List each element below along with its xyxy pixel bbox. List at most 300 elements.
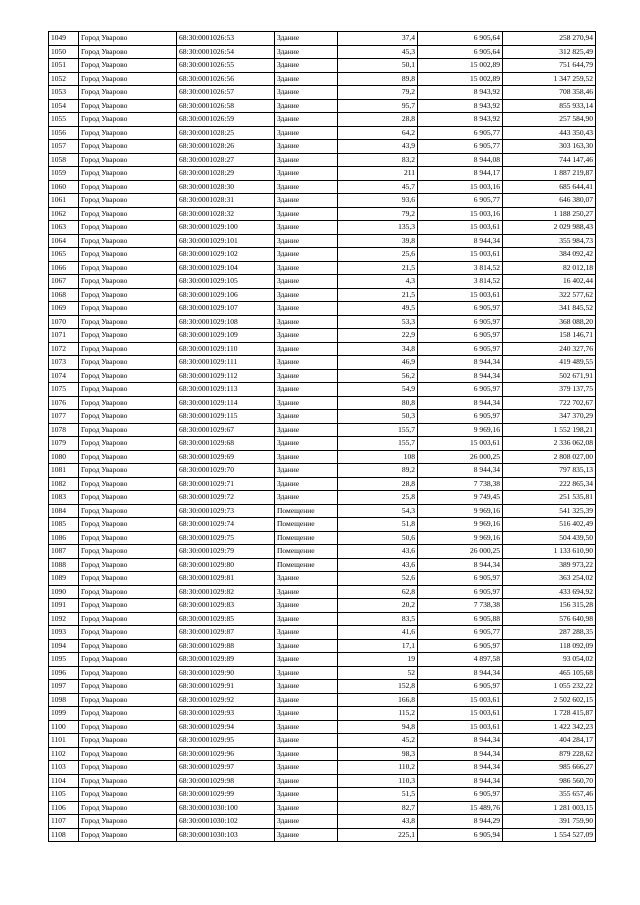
area-cell: 41,6 <box>338 626 418 640</box>
settlement-cell: Город Уварово <box>79 302 177 316</box>
area-cell: 155,7 <box>338 437 418 451</box>
unit-value-cell: 8 943,92 <box>418 86 503 100</box>
unit-value-cell: 6 905,88 <box>418 612 503 626</box>
object-type-cell: Здание <box>275 153 338 167</box>
area-cell: 89,8 <box>338 72 418 86</box>
settlement-cell: Город Уварово <box>79 248 177 262</box>
table-row <box>49 32 596 46</box>
settlement-cell: Город Уварово <box>79 288 177 302</box>
table-row <box>49 518 596 532</box>
row-number-cell: 1077 <box>49 410 79 424</box>
table-row <box>49 167 596 181</box>
object-type-cell: Здание <box>275 450 338 464</box>
cadastral-number-cell: 68:30:0001029:89 <box>177 653 275 667</box>
cadastral-value-cell: 341 845,52 <box>503 302 596 316</box>
cadastral-number-cell: 68:30:0001029:75 <box>177 531 275 545</box>
area-cell: 21,5 <box>338 261 418 275</box>
area-cell: 52 <box>338 666 418 680</box>
area-cell: 93,6 <box>338 194 418 208</box>
cadastral-number-cell: 68:30:0001028:32 <box>177 207 275 221</box>
cadastral-number-cell: 68:30:0001029:94 <box>177 720 275 734</box>
unit-value-cell: 8 944,34 <box>418 734 503 748</box>
cadastral-number-cell: 68:30:0001029:115 <box>177 410 275 424</box>
cadastral-number-cell: 68:30:0001029:81 <box>177 572 275 586</box>
settlement-cell: Город Уварово <box>79 72 177 86</box>
object-type-cell: Здание <box>275 207 338 221</box>
table-row <box>49 99 596 113</box>
settlement-cell: Город Уварово <box>79 761 177 775</box>
unit-value-cell: 6 905,64 <box>418 45 503 59</box>
table-row <box>49 383 596 397</box>
row-number-cell: 1062 <box>49 207 79 221</box>
area-cell: 51,5 <box>338 788 418 802</box>
object-type-cell: Помещение <box>275 558 338 572</box>
cadastral-value-cell: 287 288,35 <box>503 626 596 640</box>
unit-value-cell: 6 905,97 <box>418 302 503 316</box>
cadastral-number-cell: 68:30:0001029:111 <box>177 356 275 370</box>
settlement-cell: Город Уварово <box>79 612 177 626</box>
cadastral-value-cell: 685 644,41 <box>503 180 596 194</box>
area-cell: 64,2 <box>338 126 418 140</box>
cadastral-value-cell: 419 489,55 <box>503 356 596 370</box>
row-number-cell: 1089 <box>49 572 79 586</box>
object-type-cell: Здание <box>275 585 338 599</box>
cadastral-number-cell: 68:30:0001026:58 <box>177 99 275 113</box>
settlement-cell: Город Уварово <box>79 504 177 518</box>
area-cell: 108 <box>338 450 418 464</box>
table-row <box>49 126 596 140</box>
cadastral-value-cell: 1 554 527,09 <box>503 828 596 842</box>
object-type-cell: Здание <box>275 423 338 437</box>
row-number-cell: 1105 <box>49 788 79 802</box>
row-number-cell: 1066 <box>49 261 79 275</box>
cadastral-value-cell: 322 577,62 <box>503 288 596 302</box>
unit-value-cell: 6 905,97 <box>418 342 503 356</box>
settlement-cell: Город Уварово <box>79 801 177 815</box>
settlement-cell: Город Уварово <box>79 99 177 113</box>
cadastral-value-table <box>48 31 596 842</box>
row-number-cell: 1073 <box>49 356 79 370</box>
area-cell: 152,8 <box>338 680 418 694</box>
cadastral-value-cell: 2 502 602,15 <box>503 693 596 707</box>
area-cell: 79,2 <box>338 207 418 221</box>
table-row <box>49 612 596 626</box>
object-type-cell: Помещение <box>275 531 338 545</box>
table-row <box>49 599 596 613</box>
row-number-cell: 1061 <box>49 194 79 208</box>
cadastral-value-cell: 1 552 198,21 <box>503 423 596 437</box>
unit-value-cell: 8 944,34 <box>418 747 503 761</box>
settlement-cell: Город Уварово <box>79 167 177 181</box>
settlement-cell: Город Уварово <box>79 113 177 127</box>
settlement-cell: Город Уварово <box>79 410 177 424</box>
unit-value-cell: 8 944,17 <box>418 167 503 181</box>
area-cell: 45,2 <box>338 734 418 748</box>
area-cell: 22,9 <box>338 329 418 343</box>
area-cell: 25,6 <box>338 248 418 262</box>
settlement-cell: Город Уварово <box>79 680 177 694</box>
table-row <box>49 207 596 221</box>
cadastral-value-cell: 879 228,62 <box>503 747 596 761</box>
area-cell: 62,8 <box>338 585 418 599</box>
object-type-cell: Здание <box>275 815 338 829</box>
cadastral-value-cell: 722 702,67 <box>503 396 596 410</box>
row-number-cell: 1064 <box>49 234 79 248</box>
table-row <box>49 815 596 829</box>
row-number-cell: 1054 <box>49 99 79 113</box>
cadastral-number-cell: 68:30:0001029:70 <box>177 464 275 478</box>
row-number-cell: 1102 <box>49 747 79 761</box>
table-row <box>49 221 596 235</box>
area-cell: 115,2 <box>338 707 418 721</box>
cadastral-number-cell: 68:30:0001029:88 <box>177 639 275 653</box>
object-type-cell: Помещение <box>275 545 338 559</box>
table-row <box>49 747 596 761</box>
settlement-cell: Город Уварово <box>79 491 177 505</box>
object-type-cell: Здание <box>275 680 338 694</box>
object-type-cell: Здание <box>275 315 338 329</box>
settlement-cell: Город Уварово <box>79 180 177 194</box>
settlement-cell: Город Уварово <box>79 207 177 221</box>
row-number-cell: 1063 <box>49 221 79 235</box>
object-type-cell: Здание <box>275 707 338 721</box>
object-type-cell: Здание <box>275 774 338 788</box>
cadastral-value-cell: 156 315,28 <box>503 599 596 613</box>
object-type-cell: Здание <box>275 194 338 208</box>
area-cell: 83,5 <box>338 612 418 626</box>
settlement-cell: Город Уварово <box>79 599 177 613</box>
area-cell: 43,9 <box>338 140 418 154</box>
area-cell: 51,8 <box>338 518 418 532</box>
table-row <box>49 774 596 788</box>
area-cell: 28,8 <box>338 477 418 491</box>
table-row <box>49 639 596 653</box>
cadastral-value-cell: 16 402,44 <box>503 275 596 289</box>
cadastral-number-cell: 68:30:0001029:96 <box>177 747 275 761</box>
area-cell: 53,3 <box>338 315 418 329</box>
table-row <box>49 585 596 599</box>
row-number-cell: 1056 <box>49 126 79 140</box>
unit-value-cell: 15 003,61 <box>418 707 503 721</box>
cadastral-number-cell: 68:30:0001029:98 <box>177 774 275 788</box>
row-number-cell: 1100 <box>49 720 79 734</box>
settlement-cell: Город Уварово <box>79 234 177 248</box>
object-type-cell: Здание <box>275 140 338 154</box>
row-number-cell: 1074 <box>49 369 79 383</box>
area-cell: 45,7 <box>338 180 418 194</box>
cadastral-value-cell: 1 133 610,90 <box>503 545 596 559</box>
row-number-cell: 1069 <box>49 302 79 316</box>
cadastral-value-cell: 222 865,34 <box>503 477 596 491</box>
cadastral-number-cell: 68:30:0001029:114 <box>177 396 275 410</box>
object-type-cell: Здание <box>275 59 338 73</box>
row-number-cell: 1058 <box>49 153 79 167</box>
row-number-cell: 1079 <box>49 437 79 451</box>
area-cell: 45,3 <box>338 45 418 59</box>
table-row <box>49 410 596 424</box>
table-row <box>49 680 596 694</box>
unit-value-cell: 8 944,34 <box>418 356 503 370</box>
cadastral-number-cell: 68:30:0001029:83 <box>177 599 275 613</box>
object-type-cell: Здание <box>275 639 338 653</box>
object-type-cell: Здание <box>275 302 338 316</box>
cadastral-value-cell: 516 402,49 <box>503 518 596 532</box>
table-row <box>49 194 596 208</box>
object-type-cell: Здание <box>275 45 338 59</box>
cadastral-number-cell: 68:30:0001030:100 <box>177 801 275 815</box>
table-row <box>49 72 596 86</box>
area-cell: 54,9 <box>338 383 418 397</box>
cadastral-number-cell: 68:30:0001029:79 <box>177 545 275 559</box>
unit-value-cell: 6 905,97 <box>418 383 503 397</box>
row-number-cell: 1088 <box>49 558 79 572</box>
row-number-cell: 1083 <box>49 491 79 505</box>
row-number-cell: 1076 <box>49 396 79 410</box>
cadastral-number-cell: 68:30:0001030:102 <box>177 815 275 829</box>
cadastral-value-cell: 240 327,76 <box>503 342 596 356</box>
object-type-cell: Здание <box>275 383 338 397</box>
row-number-cell: 1078 <box>49 423 79 437</box>
cadastral-value-cell: 855 933,14 <box>503 99 596 113</box>
table-row <box>49 342 596 356</box>
unit-value-cell: 15 003,61 <box>418 693 503 707</box>
table-row <box>49 437 596 451</box>
cadastral-value-cell: 118 092,09 <box>503 639 596 653</box>
unit-value-cell: 8 944,34 <box>418 464 503 478</box>
area-cell: 28,8 <box>338 113 418 127</box>
settlement-cell: Город Уварово <box>79 815 177 829</box>
unit-value-cell: 6 905,97 <box>418 639 503 653</box>
object-type-cell: Здание <box>275 261 338 275</box>
area-cell: 89,2 <box>338 464 418 478</box>
settlement-cell: Город Уварово <box>79 140 177 154</box>
unit-value-cell: 9 969,16 <box>418 423 503 437</box>
settlement-cell: Город Уварово <box>79 774 177 788</box>
row-number-cell: 1090 <box>49 585 79 599</box>
table-row <box>49 626 596 640</box>
row-number-cell: 1072 <box>49 342 79 356</box>
unit-value-cell: 8 943,92 <box>418 99 503 113</box>
cadastral-value-cell: 355 657,46 <box>503 788 596 802</box>
object-type-cell: Здание <box>275 653 338 667</box>
object-type-cell: Здание <box>275 126 338 140</box>
cadastral-number-cell: 68:30:0001029:104 <box>177 261 275 275</box>
object-type-cell: Здание <box>275 275 338 289</box>
settlement-cell: Город Уварово <box>79 275 177 289</box>
table-row <box>49 504 596 518</box>
settlement-cell: Город Уварово <box>79 585 177 599</box>
cadastral-number-cell: 68:30:0001029:109 <box>177 329 275 343</box>
table-row <box>49 275 596 289</box>
settlement-cell: Город Уварово <box>79 356 177 370</box>
object-type-cell: Здание <box>275 167 338 181</box>
object-type-cell: Здание <box>275 491 338 505</box>
row-number-cell: 1051 <box>49 59 79 73</box>
cadastral-value-cell: 443 350,43 <box>503 126 596 140</box>
cadastral-number-cell: 68:30:0001029:108 <box>177 315 275 329</box>
cadastral-value-cell: 1 887 219,87 <box>503 167 596 181</box>
row-number-cell: 1075 <box>49 383 79 397</box>
cadastral-number-cell: 68:30:0001029:97 <box>177 761 275 775</box>
cadastral-number-cell: 68:30:0001026:55 <box>177 59 275 73</box>
row-number-cell: 1092 <box>49 612 79 626</box>
cadastral-number-cell: 68:30:0001029:95 <box>177 734 275 748</box>
table-row <box>49 531 596 545</box>
cadastral-value-cell: 404 284,17 <box>503 734 596 748</box>
table-row <box>49 315 596 329</box>
table-row <box>49 666 596 680</box>
row-number-cell: 1082 <box>49 477 79 491</box>
table-row <box>49 329 596 343</box>
row-number-cell: 1087 <box>49 545 79 559</box>
cadastral-number-cell: 68:30:0001029:112 <box>177 369 275 383</box>
row-number-cell: 1098 <box>49 693 79 707</box>
cadastral-value-cell: 646 380,07 <box>503 194 596 208</box>
area-cell: 46,9 <box>338 356 418 370</box>
table-body <box>49 32 596 842</box>
cadastral-number-cell: 68:30:0001028:29 <box>177 167 275 181</box>
cadastral-number-cell: 68:30:0001029:113 <box>177 383 275 397</box>
table-row <box>49 356 596 370</box>
cadastral-number-cell: 68:30:0001029:73 <box>177 504 275 518</box>
area-cell: 37,4 <box>338 32 418 46</box>
object-type-cell: Здание <box>275 248 338 262</box>
table-row <box>49 261 596 275</box>
unit-value-cell: 6 905,77 <box>418 194 503 208</box>
cadastral-value-cell: 158 146,71 <box>503 329 596 343</box>
cadastral-value-cell: 391 759,90 <box>503 815 596 829</box>
settlement-cell: Город Уварово <box>79 828 177 842</box>
object-type-cell: Здание <box>275 221 338 235</box>
settlement-cell: Город Уварово <box>79 32 177 46</box>
settlement-cell: Город Уварово <box>79 653 177 667</box>
cadastral-number-cell: 68:30:0001029:90 <box>177 666 275 680</box>
unit-value-cell: 3 814,52 <box>418 275 503 289</box>
object-type-cell: Здание <box>275 747 338 761</box>
unit-value-cell: 8 944,34 <box>418 666 503 680</box>
table-row <box>49 545 596 559</box>
row-number-cell: 1094 <box>49 639 79 653</box>
settlement-cell: Город Уварово <box>79 693 177 707</box>
unit-value-cell: 6 905,77 <box>418 626 503 640</box>
cadastral-number-cell: 68:30:0001029:101 <box>177 234 275 248</box>
table-row <box>49 369 596 383</box>
row-number-cell: 1049 <box>49 32 79 46</box>
area-cell: 25,8 <box>338 491 418 505</box>
cadastral-value-cell: 986 560,70 <box>503 774 596 788</box>
settlement-cell: Город Уварово <box>79 464 177 478</box>
cadastral-number-cell: 68:30:0001029:85 <box>177 612 275 626</box>
unit-value-cell: 15 002,89 <box>418 72 503 86</box>
row-number-cell: 1070 <box>49 315 79 329</box>
object-type-cell: Здание <box>275 234 338 248</box>
table-row <box>49 450 596 464</box>
cadastral-value-cell: 504 439,50 <box>503 531 596 545</box>
settlement-cell: Город Уварово <box>79 153 177 167</box>
cadastral-number-cell: 68:30:0001029:80 <box>177 558 275 572</box>
row-number-cell: 1093 <box>49 626 79 640</box>
row-number-cell: 1096 <box>49 666 79 680</box>
unit-value-cell: 8 944,34 <box>418 558 503 572</box>
unit-value-cell: 15 003,61 <box>418 720 503 734</box>
object-type-cell: Здание <box>275 369 338 383</box>
cadastral-value-cell: 2 808 027,00 <box>503 450 596 464</box>
unit-value-cell: 15 002,89 <box>418 59 503 73</box>
table-row <box>49 828 596 842</box>
area-cell: 39,8 <box>338 234 418 248</box>
object-type-cell: Здание <box>275 329 338 343</box>
area-cell: 52,6 <box>338 572 418 586</box>
table-row <box>49 86 596 100</box>
cadastral-value-cell: 502 671,91 <box>503 369 596 383</box>
area-cell: 50,1 <box>338 59 418 73</box>
unit-value-cell: 6 905,97 <box>418 329 503 343</box>
settlement-cell: Город Уварово <box>79 477 177 491</box>
object-type-cell: Здание <box>275 693 338 707</box>
table-row <box>49 248 596 262</box>
table-row <box>49 761 596 775</box>
cadastral-number-cell: 68:30:0001029:105 <box>177 275 275 289</box>
row-number-cell: 1080 <box>49 450 79 464</box>
object-type-cell: Здание <box>275 626 338 640</box>
cadastral-value-cell: 258 270,94 <box>503 32 596 46</box>
unit-value-cell: 15 003,16 <box>418 207 503 221</box>
object-type-cell: Здание <box>275 720 338 734</box>
settlement-cell: Город Уварово <box>79 86 177 100</box>
object-type-cell: Здание <box>275 437 338 451</box>
cadastral-value-cell: 985 666,27 <box>503 761 596 775</box>
table-row <box>49 140 596 154</box>
cadastral-number-cell: 68:30:0001029:87 <box>177 626 275 640</box>
cadastral-value-cell: 465 105,68 <box>503 666 596 680</box>
cadastral-number-cell: 68:30:0001029:72 <box>177 491 275 505</box>
cadastral-number-cell: 68:30:0001029:99 <box>177 788 275 802</box>
settlement-cell: Город Уварово <box>79 126 177 140</box>
row-number-cell: 1085 <box>49 518 79 532</box>
unit-value-cell: 15 003,61 <box>418 221 503 235</box>
cadastral-number-cell: 68:30:0001028:27 <box>177 153 275 167</box>
row-number-cell: 1071 <box>49 329 79 343</box>
cadastral-number-cell: 68:30:0001029:82 <box>177 585 275 599</box>
row-number-cell: 1084 <box>49 504 79 518</box>
cadastral-value-cell: 1 281 003,15 <box>503 801 596 815</box>
cadastral-number-cell: 68:30:0001026:53 <box>177 32 275 46</box>
settlement-cell: Город Уварово <box>79 329 177 343</box>
row-number-cell: 1091 <box>49 599 79 613</box>
unit-value-cell: 8 944,34 <box>418 396 503 410</box>
object-type-cell: Здание <box>275 666 338 680</box>
object-type-cell: Здание <box>275 86 338 100</box>
unit-value-cell: 3 814,52 <box>418 261 503 275</box>
cadastral-value-cell: 744 147,46 <box>503 153 596 167</box>
row-number-cell: 1065 <box>49 248 79 262</box>
settlement-cell: Город Уварово <box>79 383 177 397</box>
table-row <box>49 477 596 491</box>
unit-value-cell: 7 738,38 <box>418 599 503 613</box>
cadastral-value-cell: 541 325,39 <box>503 504 596 518</box>
table-row <box>49 734 596 748</box>
row-number-cell: 1104 <box>49 774 79 788</box>
cadastral-number-cell: 68:30:0001028:30 <box>177 180 275 194</box>
object-type-cell: Здание <box>275 464 338 478</box>
cadastral-value-cell: 2 336 062,08 <box>503 437 596 451</box>
unit-value-cell: 4 897,58 <box>418 653 503 667</box>
area-cell: 20,2 <box>338 599 418 613</box>
object-type-cell: Здание <box>275 761 338 775</box>
row-number-cell: 1099 <box>49 707 79 721</box>
cadastral-number-cell: 68:30:0001029:93 <box>177 707 275 721</box>
cadastral-number-cell: 68:30:0001029:106 <box>177 288 275 302</box>
